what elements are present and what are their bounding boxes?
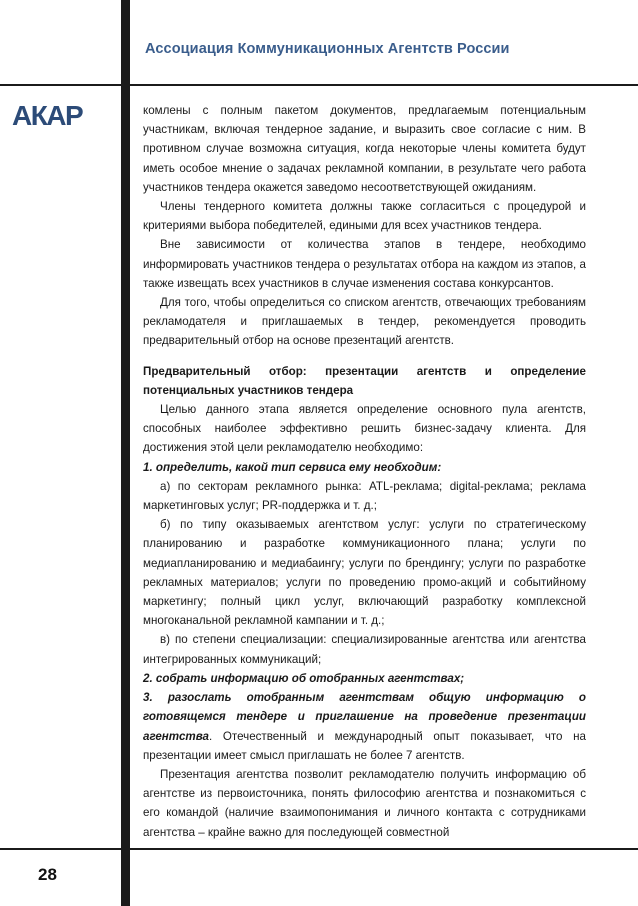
paragraph: Целью данного этапа является определение основного пула агентств, способных наиболее эффективно решить бизнес-задачу клиента. Для достижения этой цели рекламодателю необходимо: (143, 403, 586, 455)
page-number: 28 (38, 865, 57, 884)
header-title: Ассоциация Коммуникационных Агентств России (145, 41, 510, 57)
paragraph: Презентация агентства позволит рекламодателю получить информацию об агентстве из первоисточника, понять философию агентства и познакомиться с его командой (наличие взаимопонимания и личного контакта с сотрудниками агентства – крайне важно для последующей совместной (143, 767, 586, 839)
page-body (143, 101, 586, 842)
footer-rule (0, 848, 638, 850)
list-item: 1. определить, какой тип сервиса ему необходим: (143, 460, 442, 474)
list-subitem: в) по степени специализации: специализированные агентства или агентства интегрированных коммуникаций; (143, 633, 586, 666)
list-subitem: б) по типу оказываемых агентством услуг: услуги по стратегическому планированию и разработке коммуникационного плана; услуги по медиапланированию и медиабаингу; услуги по брендингу; услуги по разработке рекламных материалов; услуги по проведению промо-акций и событийному маркетингу; полный цикл услуг, включающий разработку комплексной многоканальной рекламной кампании и т. д.; (143, 518, 586, 628)
akar-logo: АКАР (12, 100, 83, 131)
list-item (143, 688, 586, 765)
section-heading: Предварительный отбор: презентации агентств и определение потенциальных участников тендера (143, 364, 586, 397)
paragraph: комлены с полным пакетом документов, предлагаемым потенциальным участникам, включая тендерное задание, и выразить свое согласие с ним. В противном случае возможна ситуация, когда некоторые члены комитета будут иметь особое мнение о задачах рекламной компании, в результате чего работа участников тендера окажется заведомо несоответствующей ожиданиям. (143, 104, 586, 194)
vertical-divider (121, 0, 130, 906)
header-rule (0, 84, 638, 86)
list-subitem: а) по секторам рекламного рынка: ATL-реклама; digital-реклама; реклама маркетинговых услуг; PR-поддержка и т. д.; (143, 479, 586, 513)
list-item: 2. собрать информацию об отобранных агентствах; (143, 671, 465, 685)
paragraph: Вне зависимости от количества этапов в тендере, необходимо информировать участников тендера о результатах отбора на каждом из этапов, а также извещать всех участников в случае изменения состава конкурсантов. (143, 238, 586, 290)
paragraph: Для того, чтобы определиться со списком агентств, отвечающих требованиям рекламодателя и приглашаемых в тендер, рекомендуется проводить предварительный отбор на основе презентаций агентств. (143, 296, 586, 348)
spacer (143, 351, 586, 362)
list-item-text: . Отечественный и международный опыт показывает, что на презентации имеет смысл приглашать не более 7 агентств. (143, 729, 586, 762)
list-item-emphasis: 3. разослать отобранным агентствам общую информацию о готовящемся тендере и приглашение на проведение презентации агентства (143, 691, 586, 743)
paragraph: Члены тендерного комитета должны также согласиться с процедурой и критериями выбора победителей, едиными для всех участников тендера. (143, 200, 586, 233)
